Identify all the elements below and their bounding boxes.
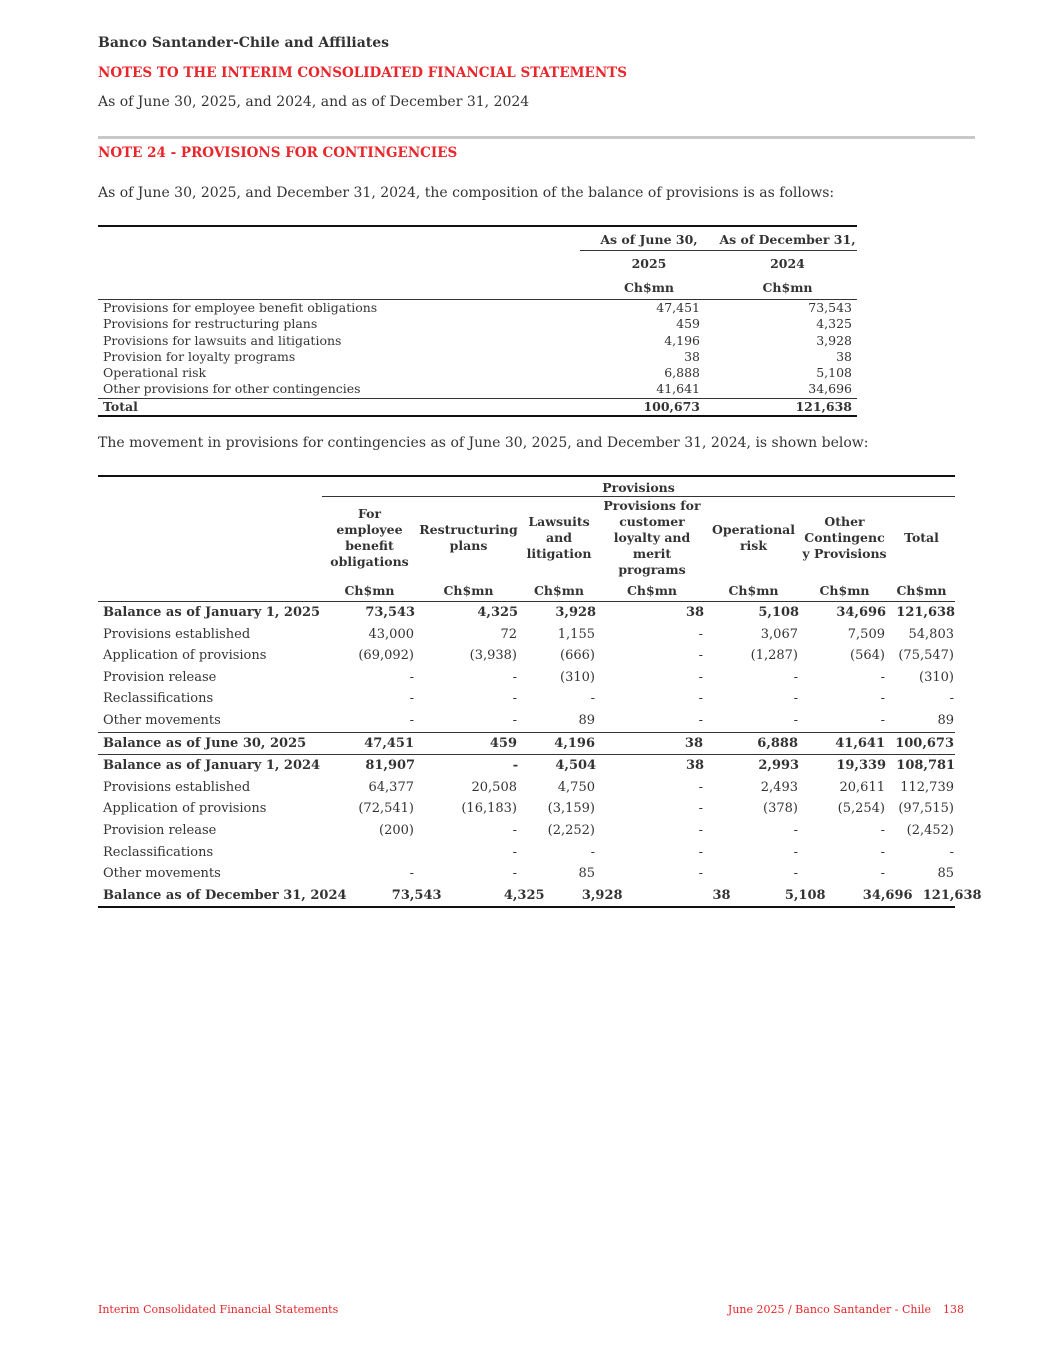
row-label: Provisions for lawsuits and litigations bbox=[103, 332, 342, 348]
row-value: - bbox=[512, 691, 517, 707]
row-value: - bbox=[698, 779, 703, 795]
row-value: 112,739 bbox=[900, 779, 954, 795]
row-value: 5,108 bbox=[784, 887, 826, 903]
row-label: Reclassifications bbox=[103, 844, 214, 860]
table-row bbox=[98, 820, 955, 842]
total-label: Total bbox=[103, 398, 138, 414]
movement-table bbox=[98, 475, 982, 908]
column-header-line: Restructuring bbox=[419, 522, 518, 537]
row-value: 89 bbox=[578, 712, 595, 728]
table-row bbox=[98, 885, 982, 909]
row-value: - bbox=[698, 866, 703, 882]
column-header-line: Total bbox=[904, 530, 939, 545]
composition-rows bbox=[98, 299, 857, 398]
column-unit: Ch$mn bbox=[896, 582, 947, 598]
row-value: 459 bbox=[489, 735, 517, 751]
notes-title: NOTES TO THE INTERIM CONSOLIDATED FINANCIAL STATEMENTS bbox=[98, 65, 627, 81]
row-value: 4,750 bbox=[557, 779, 595, 795]
row-value: 73,543 bbox=[365, 605, 416, 620]
row-value: - bbox=[949, 691, 954, 707]
column-header bbox=[801, 514, 888, 562]
total-june: 100,673 bbox=[643, 398, 700, 414]
row-value: (310) bbox=[919, 669, 954, 685]
row-value: 38 bbox=[684, 735, 703, 751]
row-label: Balance as of January 1, 2024 bbox=[103, 758, 321, 774]
row-value bbox=[322, 842, 417, 864]
row-value: 34,696 bbox=[862, 887, 913, 903]
row-value: 4,196 bbox=[554, 735, 595, 751]
row-label: Balance as of January 1, 2025 bbox=[103, 605, 321, 620]
table-row bbox=[98, 365, 857, 381]
row-value: - bbox=[793, 866, 798, 882]
column-header-line: Operational bbox=[711, 522, 796, 537]
table-row bbox=[98, 333, 857, 349]
footer-left: Interim Consolidated Financial Statements bbox=[98, 1303, 339, 1316]
row-label: Provisions for employee benefit obligations bbox=[103, 300, 378, 315]
row-label: Operational risk bbox=[103, 365, 207, 381]
row-value: 2,993 bbox=[758, 758, 800, 774]
table-row bbox=[98, 733, 955, 756]
col-june-unit: Ch$mn bbox=[623, 280, 675, 295]
column-header-line: benefit bbox=[345, 538, 394, 553]
row-value: 4,325 bbox=[477, 605, 519, 620]
column-unit: Ch$mn bbox=[626, 582, 678, 598]
column-header-line: obligations bbox=[330, 554, 409, 569]
value-december: 34,696 bbox=[808, 381, 852, 397]
row-value: - bbox=[698, 691, 703, 707]
row-value: (72,541) bbox=[358, 801, 414, 817]
row-label: Provision for loyalty programs bbox=[103, 348, 296, 364]
row-value: 89 bbox=[937, 712, 954, 728]
column-header-line: Lawsuits bbox=[528, 514, 590, 529]
table-row bbox=[98, 645, 955, 667]
row-value: - bbox=[409, 712, 414, 728]
row-label: Provisions established bbox=[103, 626, 251, 642]
row-value: 34,696 bbox=[836, 605, 887, 620]
row-value: 3,067 bbox=[760, 626, 798, 642]
row-value: (666) bbox=[560, 648, 595, 664]
row-value: 5,108 bbox=[758, 605, 800, 620]
row-value: (564) bbox=[850, 648, 885, 664]
table-row bbox=[98, 300, 857, 316]
row-value: 121,638 bbox=[922, 887, 982, 903]
row-value: 1,155 bbox=[557, 626, 595, 642]
row-value: 54,803 bbox=[908, 626, 954, 642]
table-row bbox=[98, 777, 955, 799]
table-row bbox=[98, 349, 857, 365]
row-value: - bbox=[512, 822, 517, 838]
value-june: 38 bbox=[684, 348, 700, 364]
row-value: - bbox=[698, 712, 703, 728]
provisions-group-underline bbox=[322, 496, 955, 497]
row-value: - bbox=[409, 866, 414, 882]
row-value: (16,183) bbox=[461, 801, 517, 817]
row-label: Other movements bbox=[103, 866, 221, 882]
row-value: 19,339 bbox=[836, 758, 887, 774]
row-value: - bbox=[793, 669, 798, 685]
row-value: 72 bbox=[500, 626, 517, 642]
row-value: - bbox=[793, 691, 798, 707]
column-header bbox=[598, 498, 706, 578]
row-value: - bbox=[512, 669, 517, 685]
value-december: 3,928 bbox=[816, 332, 852, 348]
row-value: - bbox=[880, 691, 885, 707]
row-value: (3,938) bbox=[469, 648, 517, 664]
column-header-line: y Provisions bbox=[802, 546, 887, 561]
row-value: 81,907 bbox=[365, 758, 416, 774]
row-value: - bbox=[949, 844, 954, 860]
header-divider bbox=[98, 136, 975, 139]
column-unit: Ch$mn bbox=[819, 582, 870, 598]
row-value: (97,515) bbox=[898, 801, 954, 817]
value-june: 41,641 bbox=[656, 381, 700, 397]
row-value: 3,928 bbox=[555, 605, 597, 620]
row-value: 4,504 bbox=[555, 758, 597, 774]
row-value: - bbox=[698, 648, 703, 664]
row-value: 47,451 bbox=[364, 735, 414, 751]
row-label: Application of provisions bbox=[103, 801, 267, 817]
movement-unit-row bbox=[98, 579, 955, 602]
table-row bbox=[98, 755, 955, 777]
row-label: Application of provisions bbox=[103, 648, 267, 664]
table-row bbox=[98, 602, 955, 624]
page-number: 138 bbox=[943, 1303, 964, 1316]
row-value: (75,547) bbox=[898, 648, 954, 664]
col-june-year: 2025 bbox=[631, 256, 667, 271]
table-row bbox=[98, 798, 955, 820]
row-value: 4,325 bbox=[503, 887, 545, 903]
column-header-line: merit bbox=[632, 546, 672, 561]
value-december: 5,108 bbox=[816, 365, 852, 381]
row-value: - bbox=[512, 758, 519, 774]
row-label: Balance as of December 31, 2024 bbox=[103, 887, 347, 903]
column-header-line: litigation bbox=[526, 546, 592, 561]
movement-column-headers bbox=[98, 497, 955, 579]
row-value: - bbox=[880, 712, 885, 728]
row-label: Provision release bbox=[103, 669, 217, 685]
column-header bbox=[417, 522, 520, 554]
column-header-line: programs bbox=[618, 562, 686, 577]
row-value: 100,673 bbox=[895, 735, 954, 751]
table-row bbox=[98, 863, 955, 885]
row-value: 6,888 bbox=[757, 735, 798, 751]
row-value: 85 bbox=[578, 866, 595, 882]
row-value: 38 bbox=[712, 887, 731, 903]
composition-total-row bbox=[98, 398, 857, 417]
table-row bbox=[98, 624, 955, 646]
row-value: 20,611 bbox=[839, 779, 885, 795]
row-value: 73,543 bbox=[391, 887, 442, 903]
row-value: 43,000 bbox=[368, 626, 414, 642]
row-value: 38 bbox=[686, 605, 705, 620]
column-header bbox=[520, 514, 598, 562]
row-value: 108,781 bbox=[896, 758, 956, 774]
column-header-line: risk bbox=[739, 538, 768, 553]
footer-right: June 2025 / Banco Santander - Chile bbox=[727, 1303, 931, 1316]
column-header-line: Provisions for bbox=[603, 498, 701, 513]
col-december-unit: Ch$mn bbox=[762, 280, 813, 295]
col-june-period: As of June 30, bbox=[600, 232, 698, 247]
total-december: 121,638 bbox=[795, 398, 852, 414]
row-label: Other movements bbox=[103, 712, 221, 728]
column-unit: Ch$mn bbox=[728, 582, 779, 598]
movement-rows bbox=[98, 602, 982, 908]
row-value: - bbox=[793, 712, 798, 728]
row-value: (378) bbox=[763, 801, 798, 817]
company-name: Banco Santander-Chile and Affiliates bbox=[98, 35, 390, 51]
row-value: 121,638 bbox=[896, 605, 956, 620]
column-unit: Ch$mn bbox=[443, 582, 494, 598]
row-value: (5,254) bbox=[837, 801, 885, 817]
row-value: - bbox=[698, 801, 703, 817]
movement-intro: The movement in provisions for contingencies as of June 30, 2025, and December 31, 2024, is shown below: bbox=[98, 435, 869, 451]
row-value: - bbox=[698, 822, 703, 838]
value-december: 38 bbox=[836, 348, 852, 364]
table-row bbox=[98, 667, 955, 689]
row-label: Provisions established bbox=[103, 779, 251, 795]
row-value: - bbox=[793, 822, 798, 838]
row-value: - bbox=[409, 669, 414, 685]
value-june: 459 bbox=[676, 316, 700, 332]
column-header-line: Contingenc bbox=[804, 530, 885, 545]
row-value: 2,493 bbox=[760, 779, 798, 795]
col-december-period: As of December 31, bbox=[719, 232, 856, 247]
date-line: As of June 30, 2025, and 2024, and as of December 31, 2024 bbox=[98, 94, 530, 110]
note-title: NOTE 24 - PROVISIONS FOR CONTINGENCIES bbox=[98, 145, 458, 161]
row-value: - bbox=[880, 822, 885, 838]
column-header-line: plans bbox=[449, 538, 488, 553]
value-december: 4,325 bbox=[816, 316, 852, 332]
row-value: - bbox=[698, 844, 703, 860]
column-header-line: customer bbox=[619, 514, 685, 529]
table-row bbox=[98, 710, 955, 733]
value-december: 73,543 bbox=[808, 300, 852, 315]
row-value: - bbox=[590, 691, 595, 707]
row-value: 38 bbox=[686, 758, 705, 774]
column-unit: Ch$mn bbox=[344, 582, 395, 598]
row-value: 85 bbox=[937, 866, 954, 882]
row-value: 64,377 bbox=[368, 779, 414, 795]
row-value: (2,252) bbox=[547, 822, 595, 838]
value-june: 4,196 bbox=[664, 332, 700, 348]
column-header-line: and bbox=[546, 530, 572, 545]
row-value: - bbox=[590, 844, 595, 860]
row-value: 7,509 bbox=[847, 626, 885, 642]
col-december-year: 2024 bbox=[770, 256, 805, 271]
column-header-line: loyalty and bbox=[613, 530, 691, 545]
row-value: 41,641 bbox=[835, 735, 885, 751]
table-row bbox=[98, 316, 857, 332]
row-value: 20,508 bbox=[471, 779, 517, 795]
row-label: Reclassifications bbox=[103, 691, 214, 707]
row-label: Provisions for restructuring plans bbox=[103, 316, 318, 332]
row-value: - bbox=[880, 866, 885, 882]
row-value: - bbox=[512, 866, 517, 882]
row-value: - bbox=[880, 844, 885, 860]
table-row bbox=[98, 842, 955, 864]
column-header bbox=[322, 506, 417, 570]
column-unit: Ch$mn bbox=[533, 582, 585, 598]
row-value: 3,928 bbox=[581, 887, 623, 903]
row-value: - bbox=[512, 844, 517, 860]
row-value: - bbox=[698, 626, 703, 642]
row-value: - bbox=[512, 712, 517, 728]
row-label: Balance as of June 30, 2025 bbox=[103, 735, 307, 751]
value-june: 47,451 bbox=[656, 300, 700, 315]
column-header-line: employee bbox=[336, 522, 403, 537]
row-value: - bbox=[409, 691, 414, 707]
row-value: - bbox=[793, 844, 798, 860]
column-header-line: For bbox=[357, 506, 382, 521]
row-value: (69,092) bbox=[358, 648, 414, 664]
row-value: - bbox=[880, 669, 885, 685]
composition-intro: As of June 30, 2025, and December 31, 2024, the composition of the balance of provisions is as follows: bbox=[98, 185, 835, 201]
provisions-group-label: Provisions bbox=[602, 480, 675, 495]
row-value: (200) bbox=[379, 822, 414, 838]
row-label: Other provisions for other contingencies bbox=[103, 381, 361, 397]
value-june: 6,888 bbox=[664, 365, 700, 381]
column-header bbox=[888, 530, 955, 546]
row-label: Provision release bbox=[103, 822, 217, 838]
row-value: (310) bbox=[560, 669, 595, 685]
table-row bbox=[98, 688, 955, 710]
column-header bbox=[706, 522, 801, 554]
row-value: - bbox=[698, 669, 703, 685]
row-value: (3,159) bbox=[547, 801, 595, 817]
column-header-line: Other bbox=[824, 514, 865, 529]
composition-table bbox=[98, 225, 857, 417]
row-value: (1,287) bbox=[750, 648, 798, 664]
row-value: (2,452) bbox=[906, 822, 954, 838]
table-row bbox=[98, 381, 857, 397]
